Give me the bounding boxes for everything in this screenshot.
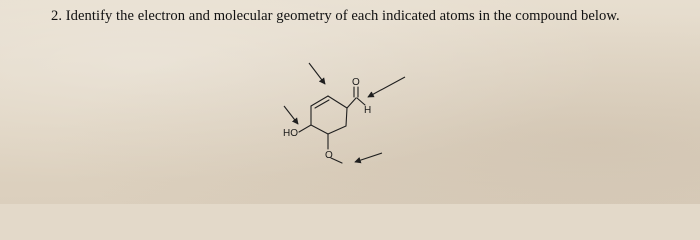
hydroxyl-label: HO	[283, 128, 298, 139]
ring-bond	[346, 108, 347, 126]
ether-oxygen-label: O	[325, 150, 333, 161]
ring-double-bond	[315, 100, 329, 108]
arrow-aldehyde-carbon	[368, 77, 405, 97]
carbonyl-oxygen-label: O	[352, 77, 360, 88]
aldehyde-bond	[347, 98, 356, 108]
ring-bond	[311, 125, 328, 134]
aldehyde-ch-bond	[357, 98, 365, 105]
ring-bond	[328, 96, 347, 108]
aldehyde-hydrogen-label: H	[364, 105, 372, 116]
hydroxyl-bond	[299, 125, 311, 132]
arrow-ring-carbon	[309, 63, 325, 84]
ring-bond	[311, 96, 328, 106]
arrow-hydroxyl-oxygen	[284, 106, 298, 124]
arrow-methyl-carbon	[355, 153, 382, 162]
ring-bond	[328, 126, 346, 134]
question-text: 2. Identify the electron and molecular geometry of each indicated atoms in the compound below.	[51, 8, 620, 24]
